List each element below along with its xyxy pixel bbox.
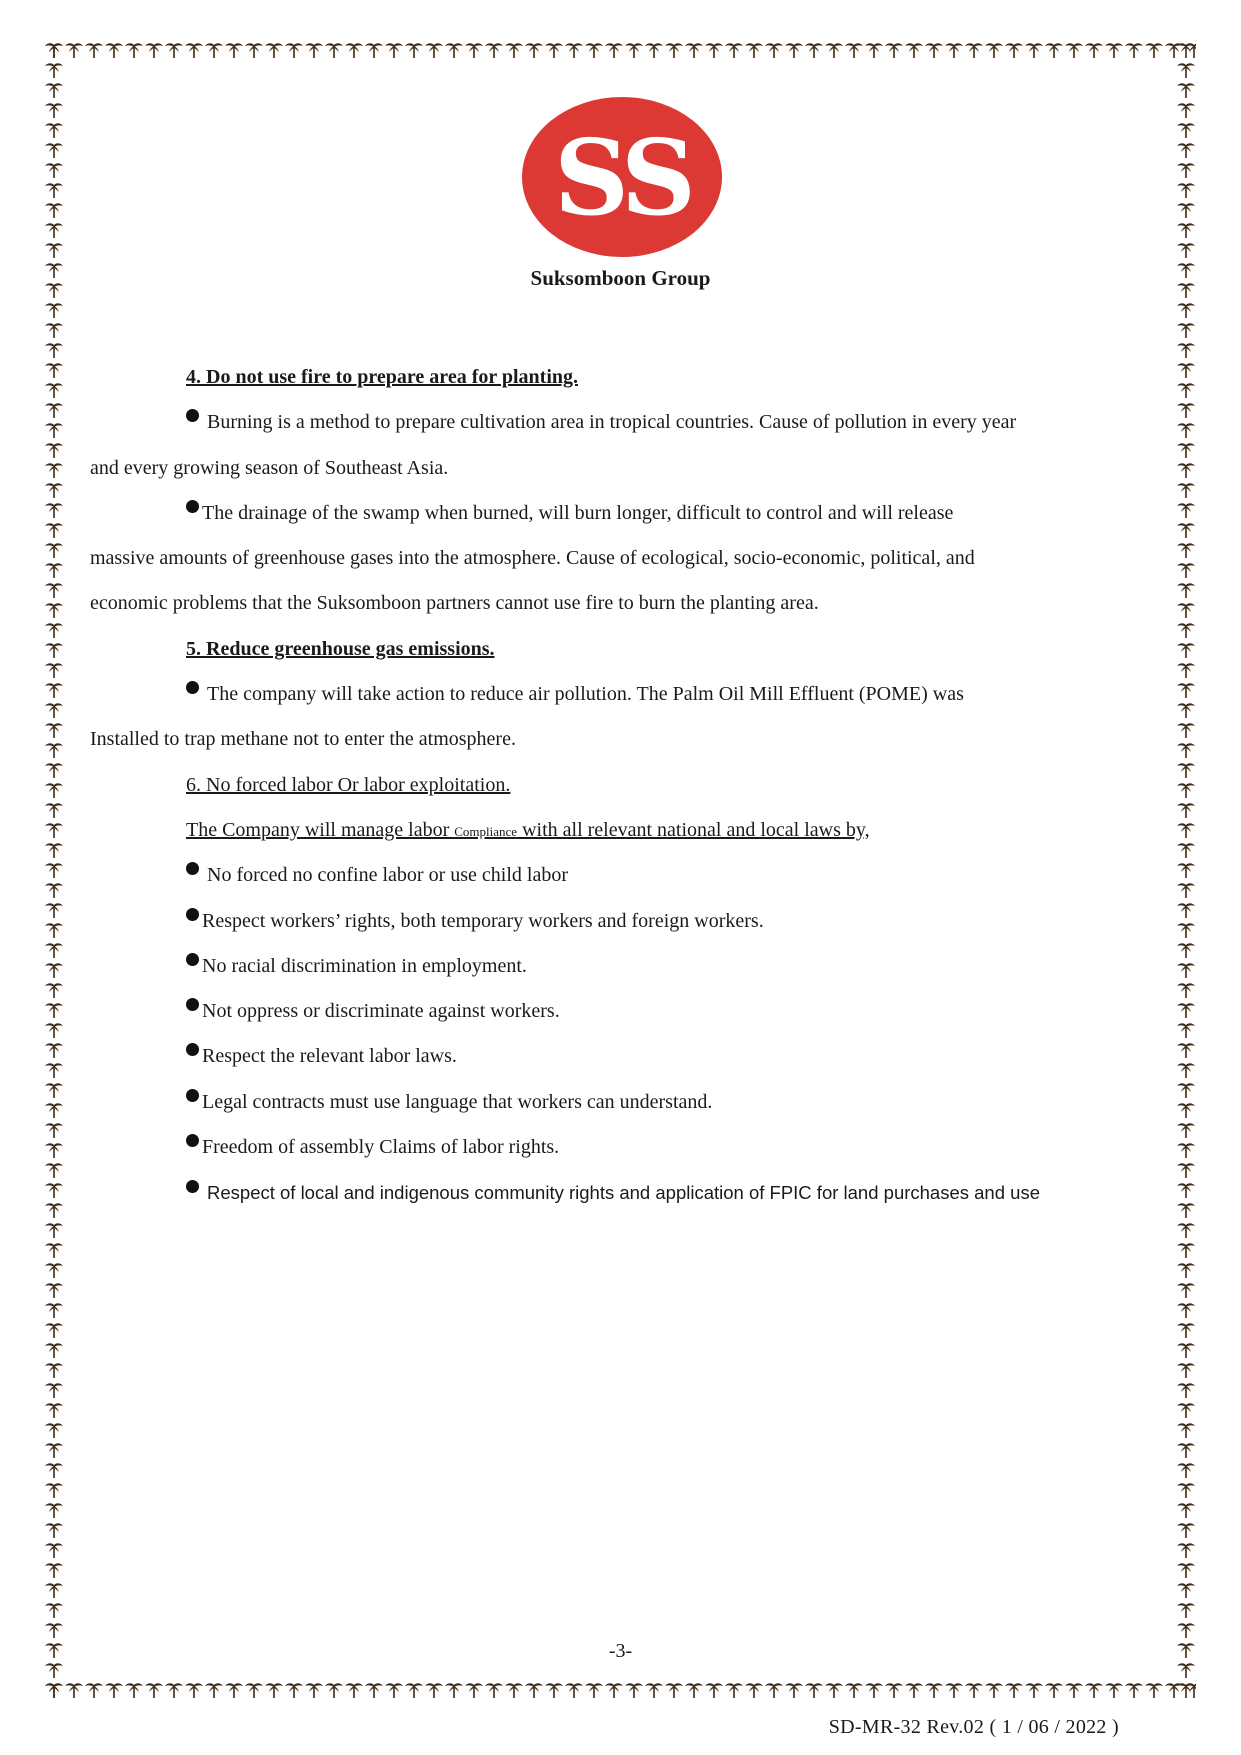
bullet-icon — [186, 409, 199, 422]
list-item: Freedom of assembly Claims of labor rights. — [90, 1125, 1120, 1170]
section-5-heading: 5. Reduce greenhouse gas emissions. — [186, 637, 495, 660]
list-item: Respect workers’ rights, both temporary workers and foreign workers. — [90, 899, 1120, 944]
section-4-heading: 4. Do not use fire to prepare area for planting. — [186, 366, 579, 388]
list-item: Respect of local and indigenous community rights and application of FPIC for land purchases and use — [90, 1170, 1120, 1215]
list-item: No forced no confine labor or use child labor — [90, 853, 1120, 898]
decorative-border-bottom — [44, 1680, 1196, 1700]
bullet-icon — [186, 998, 199, 1011]
bullet-icon — [186, 681, 199, 694]
company-logo — [514, 96, 730, 258]
company-name: Suksomboon Group — [530, 266, 711, 290]
bullet-icon — [186, 862, 199, 875]
svg-text:SS: SS — [554, 116, 690, 239]
bullet-icon — [186, 953, 199, 966]
list-item: Respect the relevant labor laws. — [90, 1034, 1120, 1079]
paragraph-text: and every growing season of Southeast Asia. — [90, 456, 449, 479]
bullet-icon — [186, 908, 199, 921]
paragraph-text: The drainage of the swamp when burned, will burn longer, difficult to control and will release — [202, 501, 954, 524]
paragraph-text: Burning is a method to prepare cultivation area in tropical countries. Cause of pollution in every year — [207, 411, 1017, 434]
decorative-border-top — [44, 40, 1196, 60]
bullet-icon — [186, 1134, 199, 1147]
bullet-icon — [186, 1043, 199, 1056]
document-body — [90, 355, 1120, 1216]
paragraph-text: economic problems that the Suksomboon partners cannot use fire to burn the planting area. — [90, 592, 819, 615]
bullet-icon — [186, 1180, 199, 1193]
document-code: SD-MR-32 Rev.02 ( 1 / 06 / 2022 ) — [828, 1716, 1119, 1738]
page-number: -3- — [608, 1640, 633, 1662]
paragraph-text: The company will take action to reduce air pollution. The Palm Oil Mill Effluent (POME) was — [207, 683, 964, 706]
section-6-heading: 6. No forced labor Or labor exploitation. — [186, 773, 511, 796]
paragraph-text: massive amounts of greenhouse gases into the atmosphere. Cause of ecological, socio-economic, political, and — [90, 547, 975, 570]
section-6-intro: The Company will manage labor Compliance with all relevant national and local laws by, — [186, 818, 870, 841]
list-item: Legal contracts must use language that workers can understand. — [90, 1080, 1120, 1125]
list-item: No racial discrimination in employment. — [90, 944, 1120, 989]
paragraph-text: Installed to trap methane not to enter the atmosphere. — [90, 728, 516, 751]
list-item: Not oppress or discriminate against workers. — [90, 989, 1120, 1034]
bullet-icon — [186, 500, 199, 513]
bullet-icon — [186, 1089, 199, 1102]
